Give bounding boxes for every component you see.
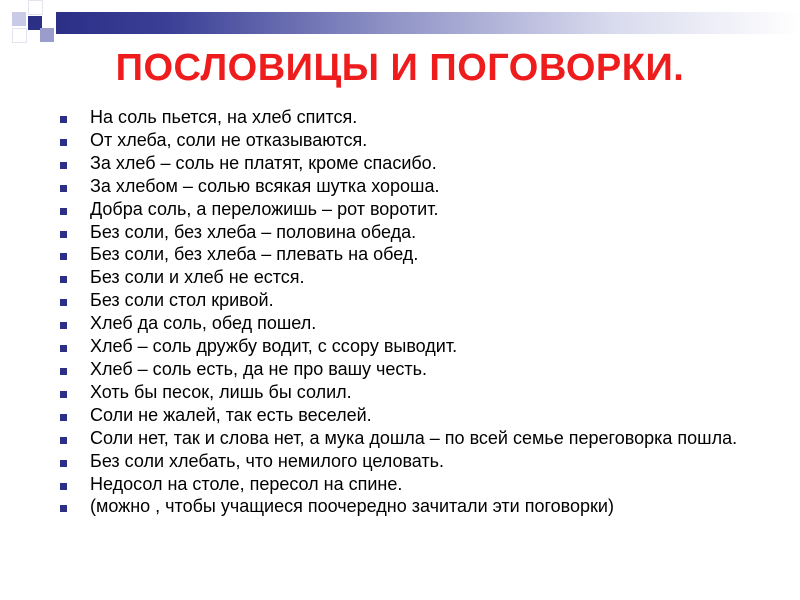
proverb-item — [58, 289, 758, 312]
proverb-item — [58, 129, 758, 152]
proverb-text: Соли не жалей, так есть веселей. — [90, 404, 372, 425]
proverb-text: Соли нет, так и слова нет, а мука дошла – по всей семье переговорка пошла. — [90, 427, 738, 448]
decor-square — [12, 12, 26, 26]
proverb-text: Без соли, без хлеба – плевать на обед. — [90, 244, 419, 265]
proverb-text: Недосол на столе, пересол на спине. — [90, 473, 403, 494]
square-bullet-icon — [60, 299, 67, 306]
proverb-text: На соль пьется, на хлеб спится. — [90, 107, 358, 127]
square-bullet-icon — [60, 208, 67, 215]
square-bullet-icon — [60, 116, 67, 123]
square-bullet-icon — [60, 437, 67, 444]
proverb-item — [58, 243, 758, 266]
proverb-item — [58, 404, 758, 427]
proverb-item — [58, 381, 758, 404]
square-bullet-icon — [60, 483, 67, 490]
proverb-text: (можно , чтобы учащиеся поочередно зачитали эти поговорки) — [90, 496, 614, 517]
square-bullet-icon — [60, 162, 67, 169]
proverb-list — [58, 106, 758, 518]
proverb-item — [58, 198, 758, 221]
proverb-text: Хлеб – соль дружбу водит, с ссору выводит. — [90, 336, 458, 357]
proverb-item — [58, 427, 758, 450]
header-gradient-bar — [56, 12, 800, 34]
proverb-item — [58, 450, 758, 473]
proverb-item — [58, 106, 758, 129]
square-bullet-icon — [60, 368, 67, 375]
square-bullet-icon — [60, 505, 67, 512]
decor-square — [40, 28, 54, 42]
proverb-item — [58, 266, 758, 289]
square-bullet-icon — [60, 253, 67, 260]
proverb-text: Хлеб – соль есть, да не про вашу честь. — [90, 358, 428, 379]
square-bullet-icon — [60, 345, 67, 352]
proverb-item — [58, 312, 758, 335]
decor-square — [28, 0, 43, 15]
square-bullet-icon — [60, 185, 67, 192]
square-bullet-icon — [60, 322, 67, 329]
proverb-text: От хлеба, соли не отказываются. — [90, 129, 368, 150]
proverb-text: Без соли хлебать, что немилого целовать. — [90, 450, 445, 471]
proverb-item — [58, 335, 758, 358]
proverb-text: Добра соль, а переложишь – рот воротит. — [90, 198, 439, 219]
decor-square — [12, 28, 27, 43]
proverb-text: За хлебом – солью всякая шутка хороша. — [90, 175, 440, 196]
square-bullet-icon — [60, 414, 67, 421]
proverb-item — [58, 358, 758, 381]
slide-title: ПОСЛОВИЦЫ И ПОГОВОРКИ. — [115, 47, 685, 89]
square-bullet-icon — [60, 231, 67, 238]
square-bullet-icon — [60, 460, 67, 467]
proverb-text: Без соли и хлеб не естся. — [90, 267, 305, 288]
proverb-item — [58, 495, 758, 518]
proverb-text: За хлеб – соль не платят, кроме спасибо. — [90, 152, 437, 173]
proverb-item — [58, 152, 758, 175]
proverb-text: Без соли, без хлеба – половина обеда. — [90, 221, 417, 242]
square-bullet-icon — [60, 276, 67, 283]
proverb-text: Хоть бы песок, лишь бы солил. — [90, 381, 352, 402]
proverb-text: Без соли стол кривой. — [90, 290, 274, 311]
proverb-item — [58, 175, 758, 198]
proverb-item — [58, 221, 758, 244]
proverb-text: Хлеб да соль, обед пошел. — [90, 313, 317, 334]
square-bullet-icon — [60, 391, 67, 398]
square-bullet-icon — [60, 139, 67, 146]
proverb-item — [58, 473, 758, 496]
